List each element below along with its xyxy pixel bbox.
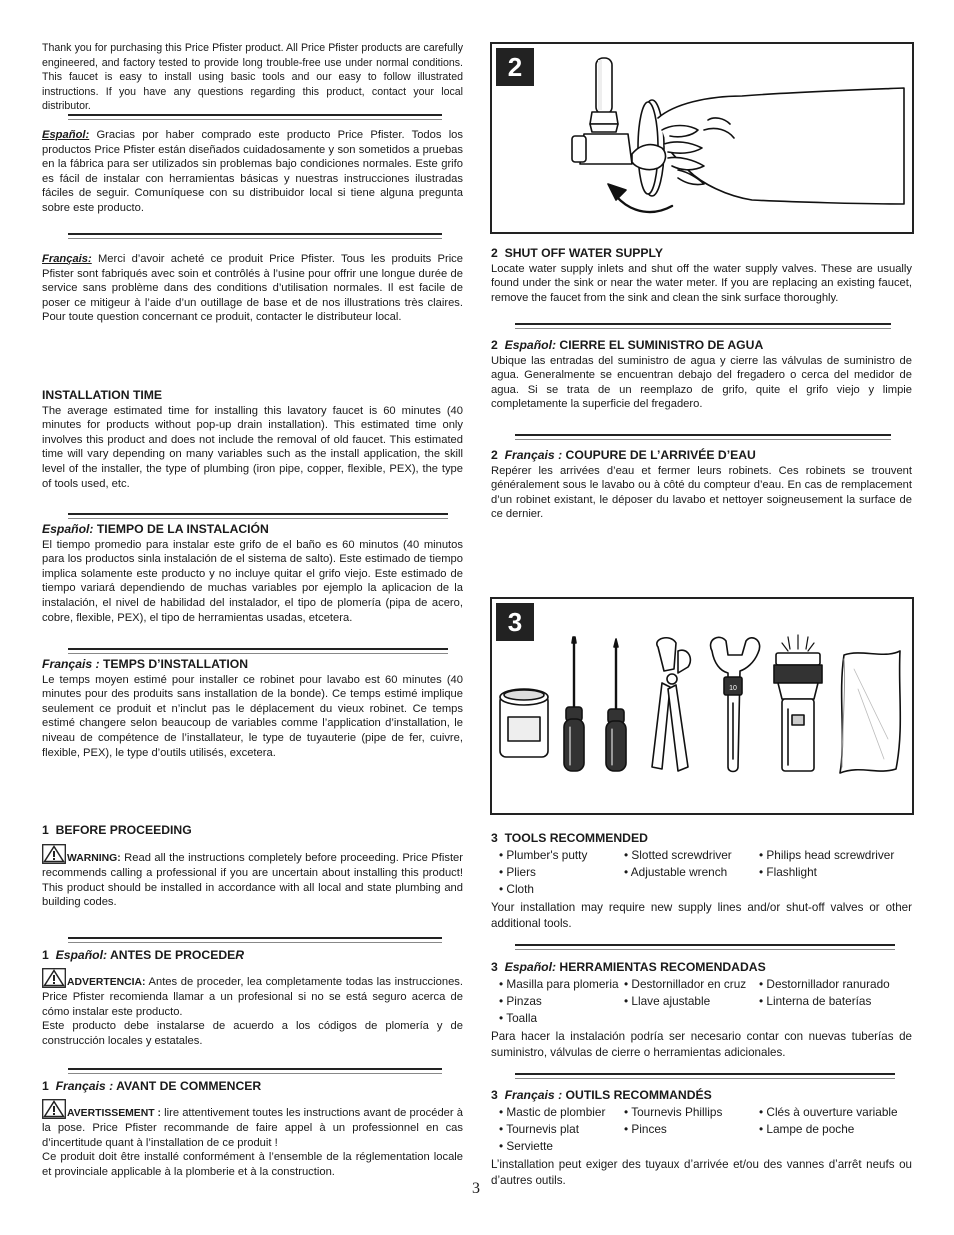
list-item: • Destornillador ranurado [759,977,909,992]
pliers-icon [652,638,690,771]
divider [515,434,891,440]
warning-icon [42,968,66,988]
list-item: • Pliers [499,865,624,880]
list-item: • Tournevis Phillips [624,1105,759,1120]
divider [515,944,895,950]
step2-french: 2 Français : COUPURE DE L’ARRIVÉE D’EAU Repérer les arrivées d’eau et fermer leurs robinets. Ces robinets se trouvent généralement sous le lavabo ou à côté du compteur d’eau. En cas de remplacement d’un robinet existant, le déposer du lavabo et nettoyer soigneusement la surface de ce dernier. [491,448,912,521]
intro-french: Français: Merci d’avoir acheté ce produit Price Pfister. Tous les produits Price Pfister sont fabriqués avec soin et contrôlés à l’usine pour offrir une longue durée de service sans problème dans des conditions d’utilisation normales. Il est facile de poser ce mitigeur à l’aide d’un outillage de base et de nos illustrations très claires. Pour toute question concernant ce produit, contacter le distributeur local. [42,253,463,324]
divider [68,513,448,519]
divider [68,1068,442,1074]
step1-spanish: 1 Español: ANTES DE PROCEDER ADVERTENCIA: Antes de proceder, lea completamente todas las instrucciones. Price Pfister recomienda llamar a un profesional si no se está seguro acerca de cómo instalar este producto. Este producto debe instalarse de acuerdo a los códigos de plomería y de construcción locales y estatales. [42,948,463,1047]
warning-icon [42,1099,66,1119]
step2-english: 2 SHUT OFF WATER SUPPLY Locate water supply inlets and shut off the water supply valves. These are usually found under the sink or near the water meter. If you are replacing an existing faucet, remove the faucet from the sink and clean the sink surface thoroughly. [491,246,912,304]
intro-english: Thank you for purchasing this Price Pfister product. All Price Pfister products are carefully engineered, and factory tested to provide long trouble-free use under normal conditions. This faucet is easy to install using basic tools and our easy to follow illustrated instructions. If you have any questions regarding this product, contact your local distributor. [42,42,463,112]
install-time-english: INSTALLATION TIME The average estimated time for installing this lavatory faucet is 60 minutes (40 minutes for products without pop-up drain installation). This estimated time only involves this product and does not include the removal of old faucet. This estimated time will vary depending on many variables such as the install application, the skill level of the installer, the type of plumbing (iron pipe, copper, flexible, PEX), the type of tools used, etc. [42,388,463,490]
putty-jar-icon [500,689,548,757]
list-item: • Linterna de baterías [759,994,909,1009]
divider [515,1073,895,1079]
step3-french: 3 Français : OUTILS RECOMMANDÉS • Mastic de plombier • Tournevis Phillips • Clés à ouverture variable • Tournevis plat • Pinces • Lampe de poche • Serviette L’installation peut exiger des tuyaux d’arrivée et/ou des vannes d’arrêt neufs ou d’autres outils. [491,1088,912,1190]
section-heading: Español: TIEMPO DE LA INSTALACIÓN [42,522,269,536]
install-time-french: Français : TEMPS D’INSTALLATION Le temps moyen estimé pour installer ce robinet pour lavabo est 60 minutes (40 minutes pour des produits sans installation de la bonde). Ce temps estimé implique seulement ce produit et n’inclut pas le déplacement du vieux robinet. Ce temps estimé changere selon beaucoup de variables comme l’application d’installation, le niveau de compétence de l’installateur, le type de tuyauterie (pipe de fer, cuivre, flexible, PEX), le type d’outils utilisés, excetera. [42,657,463,759]
page-number: 3 [472,1180,480,1197]
shutoff-valve-illustration [492,44,912,232]
list-item: • Toalla [499,1011,624,1026]
section-heading: 1 BEFORE PROCEEDING [42,823,192,837]
list-item: • Flashlight [759,865,909,880]
list-item: • Pinzas [499,994,624,1009]
section-heading: 3 TOOLS RECOMMENDED [491,831,648,845]
list-item: • Destornillador en cruz [624,977,759,992]
tool-list [499,977,912,1026]
install-time-spanish: Español: TIEMPO DE LA INSTALACIÓN El tiempo promedio para instalar este grifo de el baño es 60 minutos (40 minutos para los productos sinla instalación de el sistema de salto). Este estimado de tiempo implica solamente este producto y no incluye quitar el grifo viejo. Este estimado de tiempo variará dependiendo de muchas variables por ejemplo la aplicacion de la instalación, el nivel de habilidad del instalador, el tipo de plomería (pipa de acero, cobre, flexible, PEX), el tipo de herramientas usadas, etcetera. [42,522,463,624]
step2-spanish: 2 Español: CIERRE EL SUMINISTRO DE AGUA Ubique las entradas del suministro de agua y cierre las válvulas de suministro de agua. Generalmente se encuentran debajo del fregadero o cerca del medidor de agua. Si se trata de un reemplazo de grifo, quite el grifo viejo y limpie completamente la superficie del fregadero. [491,338,912,411]
list-item: • Slotted screwdriver [624,848,759,863]
list-item: • Mastic de plombier [499,1105,624,1120]
list-item: • Serviette [499,1139,624,1154]
list-item: • Philips head screwdriver [759,848,909,863]
svg-text:10: 10 [729,685,737,692]
list-item: • Adjustable wrench [624,865,759,880]
tools-illustration [492,599,912,813]
tool-list [499,848,912,897]
list-item: • Lampe de poche [759,1122,909,1137]
slotted-screwdriver-icon [564,637,584,771]
divider [68,114,442,120]
section-heading: 1 Español: ANTES DE PROCEDER [42,948,245,962]
list-item: • Cloth [499,882,624,897]
list-item: • Pinces [624,1122,759,1137]
section-heading: 3 Español: HERRAMIENTAS RECOMENDADAS [491,960,766,974]
list-item: • Masilla para plomeria [499,977,624,992]
section-heading: 2 Español: CIERRE EL SUMINISTRO DE AGUA [491,338,764,352]
divider [68,937,442,943]
intro-spanish: Español: Gracias por haber comprado este producto Price Pfister. Todos los productos Price Pfister están diseñados cuidadosamente y son sometidos a pruebas en la fábrica para ser utilizados sin problemas bajo condiciones normales. Este grifo es fácil de instalar con herramientas básicas y nuestras instrucciones ilustradas fáciles de seguir. Comuníquese con su distribuidor local si tiene alguna pregunta sobre este producto. [42,129,463,214]
section-heading: 2 Français : COUPURE DE L’ARRIVÉE D’EAU [491,448,756,462]
divider [68,648,448,654]
step2-illustration [490,42,914,234]
phillips-screwdriver-icon [606,639,626,771]
section-heading: 2 SHUT OFF WATER SUPPLY [491,246,664,260]
step-number-badge: 3 [496,603,534,641]
step3-spanish: 3 Español: HERRAMIENTAS RECOMENDADAS • Masilla para plomeria • Destornillador en cruz • Destornillador ranurado • Pinzas • Llave ajustable • Linterna de baterías • Toalla Para hacer la instalación podría ser necesario contar con nuevas tuberías de suministro, válvulas de cierre o herramientas adicionales. [491,960,912,1062]
list-item: • Tournevis plat [499,1122,624,1137]
flashlight-icon [774,635,822,771]
cloth-icon [840,651,900,773]
divider [515,323,891,329]
list-item: • Plumber's putty [499,848,624,863]
section-heading: Français : TEMPS D’INSTALLATION [42,657,249,671]
step3-english: 3 TOOLS RECOMMENDED • Plumber's putty • Slotted screwdriver • Philips head screwdriver • Pliers • Adjustable wrench • Flashlight • Cloth Your installation may require new supply lines and/or shut-off valves or other additional tools. [491,831,912,933]
step1-french: 1 Français : AVANT DE COMMENCER AVERTISSEMENT : lire attentivement toutes les instructions avant de procéder à la pose. Price Pfister recommande de faire appel à un professionnel en cas d’incertitude quant à l’installation de ce produit ! Ce produit doit être installé conformément à l’ensemble de la réglementation locale et provinciale applicable à la plomberie et à la construction. [42,1079,464,1178]
adjustable-wrench-icon [711,637,760,771]
section-heading: INSTALLATION TIME [42,388,163,402]
divider [68,233,442,239]
step-number-badge: 2 [496,48,534,86]
list-item: • Clés à ouverture variable [759,1105,909,1120]
step1-english: 1 BEFORE PROCEEDING WARNING: Read all the instructions completely before proceeding. Price Pfister recommends calling a professional if you are uncertain about installing this product! This product should be installed in accordance with all local and state plumbing and building codes. [42,823,463,909]
section-heading: 1 Français : AVANT DE COMMENCER [42,1079,262,1093]
step3-illustration [490,597,914,815]
tool-list [499,1105,912,1154]
list-item: • Llave ajustable [624,994,759,1009]
warning-icon [42,844,66,864]
section-heading: 3 Français : OUTILS RECOMMANDÉS [491,1088,712,1102]
